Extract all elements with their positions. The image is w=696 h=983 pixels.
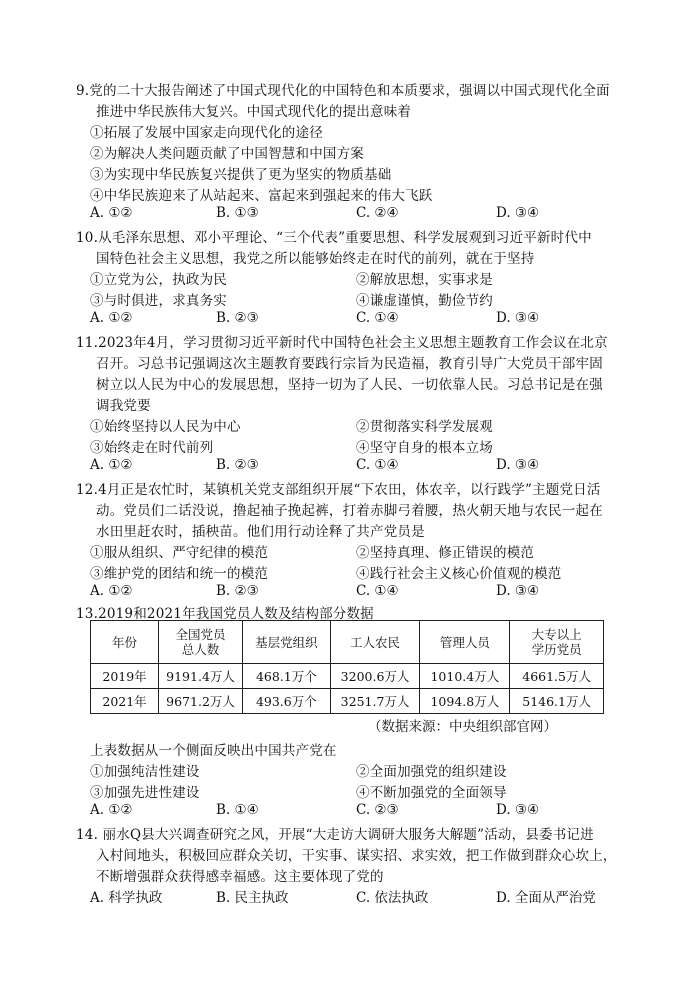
q10-choice-c: C. ①④ xyxy=(356,310,399,326)
q14-stem-line2: 入村间地头，积极回应群众关切，干实事、谋实招、求实效，把工作做到群众心坎上， xyxy=(96,848,617,864)
q11-item-3: ③始终走在时代前列 xyxy=(90,440,214,456)
q12-stem-line3: 水田里赶农时，插秧苗。他们用行动诠释了共产党员是 xyxy=(96,524,425,540)
q9-item-4: ④中华民族迎来了从站起来、富起来到强起来的伟大飞跃 xyxy=(90,188,433,204)
q9-stem-line2: 推进中华民族伟大复兴。中国式现代化的提出意味着 xyxy=(96,104,412,120)
q12-choice-b: B. ②③ xyxy=(216,583,259,599)
q11-item-2: ②贯彻落实科学发展观 xyxy=(356,419,493,435)
q9-choice-a: A. ①② xyxy=(90,205,133,221)
q12-stem-line1: 12.4月正是农忙时，某镇机关党支部组织开展“下农田，体农辛，以行践学”主题党日活 xyxy=(76,482,601,498)
q11-stem-line2: 召开。习总书记强调这次主题教育要践行宗旨为民造福，教育引导广大党员干部牢固 xyxy=(96,356,603,372)
table-row xyxy=(91,664,604,689)
party-member-data-table xyxy=(90,620,604,714)
table-header-cell: 全国党员 总人数 xyxy=(159,621,243,664)
table-cell: 9671.2万人 xyxy=(159,689,243,714)
q11-choice-b: B. ②③ xyxy=(216,457,259,473)
q9-choice-d: D. ③④ xyxy=(496,205,540,221)
q9-choice-b: B. ①③ xyxy=(216,205,259,221)
q10-stem-line2: 国特色社会主义思想，我党之所以能够始终走在时代的前列，就在于坚持 xyxy=(96,251,535,267)
q12-stem-line2: 动。党员们二话没说，撸起袖子挽起裤，打着赤脚弓着腰，热火朝天地与农民一起在 xyxy=(96,503,603,519)
q13-choice-d: D. ③④ xyxy=(496,802,540,818)
q13-choice-c: C. ②③ xyxy=(356,802,399,818)
table-source-note: （数据来源：中央组织部官网） xyxy=(368,719,557,735)
q12-item-4: ④践行社会主义核心价值观的模范 xyxy=(356,566,562,582)
table-header-cell: 基层党组织 xyxy=(243,621,331,664)
table-cell: 1094.8万人 xyxy=(420,689,510,714)
q11-item-1: ①始终坚持以人民为中心 xyxy=(90,419,241,435)
table-row xyxy=(91,689,604,714)
q11-choice-a: A. ①② xyxy=(90,457,133,473)
q11-stem-line4: 调我党要 xyxy=(96,398,151,414)
q10-choice-d: D. ③④ xyxy=(496,310,540,326)
q13-stem-line1: 13.2019和2021年我国党员人数及结构部分数据 xyxy=(76,606,374,622)
q14-stem-line3: 不断增强群众获得感幸福感。这主要体现了党的 xyxy=(96,869,384,885)
q14-choice-d: D. 全面从严治党 xyxy=(496,890,596,906)
table-header-cell: 年份 xyxy=(91,621,159,664)
table-header-cell: 管理人员 xyxy=(420,621,510,664)
table-cell: 468.1万个 xyxy=(243,664,331,689)
q9-item-2: ②为解决人类问题贡献了中国智慧和中国方案 xyxy=(90,146,364,162)
table-header-cell: 大专以上 学历党员 xyxy=(510,621,604,664)
q9-choice-c: C. ②④ xyxy=(356,205,399,221)
q10-item-4: ④谦虚谨慎，勤俭节约 xyxy=(356,293,493,309)
q11-item-4: ④坚守自身的根本立场 xyxy=(356,440,493,456)
q9-stem-line1: 9.党的二十大报告阐述了中国式现代化的中国特色和本质要求，强调以中国式现代化全面 xyxy=(76,83,610,99)
q10-choice-a: A. ①② xyxy=(90,310,133,326)
table-cell: 2019年 xyxy=(91,664,159,689)
q9-item-1: ①拓展了发展中国家走向现代化的途径 xyxy=(90,125,323,141)
q14-choice-b: B. 民主执政 xyxy=(216,890,289,906)
table-cell: 3251.7万人 xyxy=(330,689,420,714)
q11-stem-line1: 11.2023年4月，学习贯彻习近平新时代中国特色社会主义思想主题教育工作会议在北京 xyxy=(76,335,608,351)
q13-choice-a: A. ①② xyxy=(90,802,133,818)
table-header-cell: 工人农民 xyxy=(330,621,420,664)
q12-choice-c: C. ①④ xyxy=(356,583,399,599)
q14-choice-c: C. 依法执政 xyxy=(356,890,429,906)
table-cell: 493.6万个 xyxy=(243,689,331,714)
table-header-row xyxy=(91,621,604,664)
q14-choice-a: A. 科学执政 xyxy=(90,890,163,906)
q13-choice-b: B. ①④ xyxy=(216,802,259,818)
table-cell: 2021年 xyxy=(91,689,159,714)
q10-item-2: ②解放思想，实事求是 xyxy=(356,272,493,288)
q14-stem-line1: 14. 丽水Q县大兴调查研究之风，开展“大走访大调研大服务大解题”活动，县委书记进 xyxy=(76,827,594,843)
q11-choice-c: C. ①④ xyxy=(356,457,399,473)
q12-choice-a: A. ①② xyxy=(90,583,133,599)
q10-item-1: ①立党为公，执政为民 xyxy=(90,272,227,288)
q10-item-3: ③与时俱进，求真务实 xyxy=(90,293,227,309)
q13-item-3: ③加强先进性建设 xyxy=(90,785,200,801)
q10-stem-line1: 10.从毛泽东思想、邓小平理论、“三个代表”重要思想、科学发展观到习近平新时代中 xyxy=(76,230,592,246)
q9-item-3: ③为实现中华民族复兴提供了更为坚实的物质基础 xyxy=(90,167,392,183)
q12-choice-d: D. ③④ xyxy=(496,583,540,599)
q11-stem-line3: 树立以人民为中心的发展思想，坚持一切为了人民、一切依靠人民。习总书记是在强 xyxy=(96,377,603,393)
q12-item-1: ①服从组织、严守纪律的模范 xyxy=(90,545,269,561)
q13-item-2: ②全面加强党的组织建设 xyxy=(356,764,507,780)
table-cell: 4661.5万人 xyxy=(510,664,604,689)
q10-choice-b: B. ②③ xyxy=(216,310,259,326)
table-cell: 9191.4万人 xyxy=(159,664,243,689)
q12-item-3: ③维护党的团结和统一的模范 xyxy=(90,566,269,582)
table-cell: 5146.1万人 xyxy=(510,689,604,714)
q13-stem-line2: 上表数据从一个侧面反映出中国共产党在 xyxy=(90,743,337,759)
q12-item-2: ②坚持真理、修正错误的模范 xyxy=(356,545,535,561)
table-cell: 3200.6万人 xyxy=(330,664,420,689)
q11-choice-d: D. ③④ xyxy=(496,457,540,473)
q13-item-4: ④不断加强党的全面领导 xyxy=(356,785,507,801)
table-cell: 1010.4万人 xyxy=(420,664,510,689)
q13-item-1: ①加强纯洁性建设 xyxy=(90,764,200,780)
